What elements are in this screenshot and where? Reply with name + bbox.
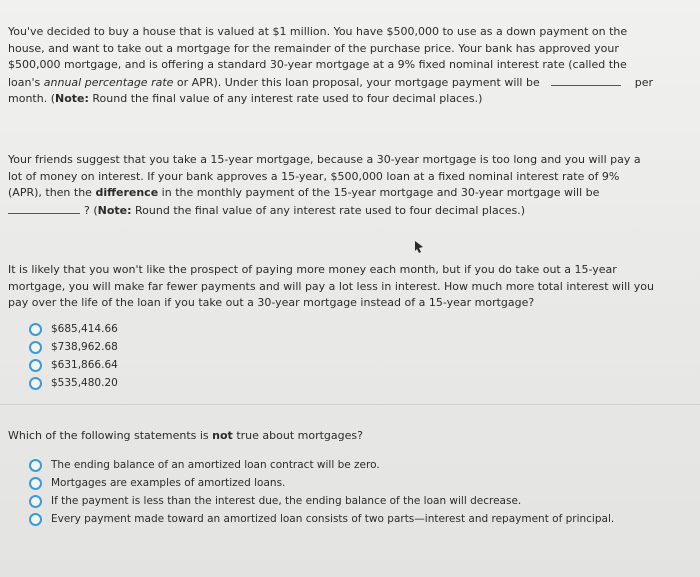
section-divider (0, 404, 700, 405)
q2-line-3 (8, 185, 690, 202)
q3-line-1: It is likely that you won't like the prospect of paying more money each month, but if you do take out a 15-year (8, 263, 617, 276)
q1-line-3: $500,000 mortgage, and is offering a standard 30-year mortgage at a 9% fixed nominal interest rate (called the (8, 58, 627, 71)
q1-text: month. ( (8, 92, 55, 105)
q1-apr-term: annual percentage rate (43, 75, 174, 89)
q2-line-2: lot of money on interest. If your bank approves a 15-year, $500,000 loan at a fixed nominal interest rate of 9% (8, 169, 620, 183)
q3-option-label[interactable]: $738,962.68 (51, 341, 118, 353)
q4-option-label[interactable]: The ending balance of an amortized loan contract will be zero. (51, 459, 380, 471)
q4-option[interactable] (29, 474, 614, 492)
radio-icon[interactable] (29, 477, 42, 490)
q1-line-2: house, and want to take out a mortgage for the remainder of the purchase price. Your bank has approved your (8, 41, 619, 55)
q2-text: Round the final value of any interest rate used to four decimal places.) (131, 203, 526, 217)
mouse-cursor-icon (413, 240, 425, 254)
q2-answer-blank[interactable] (8, 202, 80, 214)
q4-text: Which of the following statements is (8, 429, 209, 442)
radio-icon[interactable] (29, 513, 42, 526)
q3-option[interactable] (29, 374, 118, 392)
q1-line-5 (8, 91, 690, 108)
q3-option-label[interactable]: $685,414.66 (51, 323, 118, 335)
radio-icon[interactable] (29, 495, 42, 508)
q4-option-label[interactable]: Every payment made toward an amortized loan consists of two parts—interest and repayment of principal. (51, 513, 615, 525)
q3-option-label[interactable]: $535,480.20 (51, 377, 118, 389)
q4-option-label[interactable]: Mortgages are examples of amortized loans. (51, 477, 286, 489)
q4-options (29, 456, 614, 528)
q2-line-1: Your friends suggest that you take a 15-year mortgage, because a 30-year mortgage is too long and you will pay a (8, 153, 641, 166)
radio-icon[interactable] (29, 323, 42, 336)
q2-text: ? ( (84, 203, 98, 217)
q1-per-label: per (634, 75, 654, 89)
q1-text: Round the final value of any interest rate used to four decimal places.) (88, 92, 483, 105)
q3-options (29, 320, 118, 392)
question-1 (8, 24, 690, 108)
q4-not-term: not (212, 429, 233, 442)
q1-line-1: You've decided to buy a house that is valued at $1 million. You have $500,000 to use as a down payment on the (8, 25, 628, 38)
radio-icon[interactable] (29, 459, 42, 472)
q3-option-label[interactable]: $631,866.64 (51, 359, 118, 371)
q3-option[interactable] (29, 356, 118, 374)
question-2 (8, 152, 690, 219)
q2-note-label: Note: (97, 203, 132, 217)
q4-text: true about mortgages? (236, 429, 363, 442)
q4-option-label[interactable]: If the payment is less than the interest due, the ending balance of the loan will decrease. (51, 495, 522, 507)
q1-text: loan's (8, 75, 41, 89)
q4-option[interactable] (29, 456, 614, 474)
q1-text: or APR). Under this loan proposal, your mortgage payment will be (176, 75, 540, 89)
q4-option[interactable] (29, 510, 614, 528)
q2-difference-term: difference (95, 186, 159, 199)
q1-answer-blank[interactable] (551, 74, 621, 86)
q3-line-2: mortgage, you will make far fewer payments and will pay a lot less in interest. How much more total interest will you (8, 279, 654, 293)
question-4 (8, 428, 690, 445)
q1-note-label: Note: (55, 92, 89, 105)
radio-icon[interactable] (29, 359, 42, 372)
q3-line-3: pay over the life of the loan if you take out a 30-year mortgage instead of a 15-year mortgage? (8, 296, 535, 309)
question-3 (8, 262, 690, 312)
q3-option[interactable] (29, 338, 118, 356)
q2-text: in the monthly payment of the 15-year mortgage and 30-year mortgage will be (161, 186, 600, 199)
q1-line-4 (8, 74, 690, 92)
q4-line-1 (8, 428, 690, 445)
q4-option[interactable] (29, 492, 614, 510)
radio-icon[interactable] (29, 341, 42, 354)
q2-text: (APR), then the (8, 186, 92, 199)
radio-icon[interactable] (29, 377, 42, 390)
q3-option[interactable] (29, 320, 118, 338)
q2-line-4 (8, 202, 690, 220)
